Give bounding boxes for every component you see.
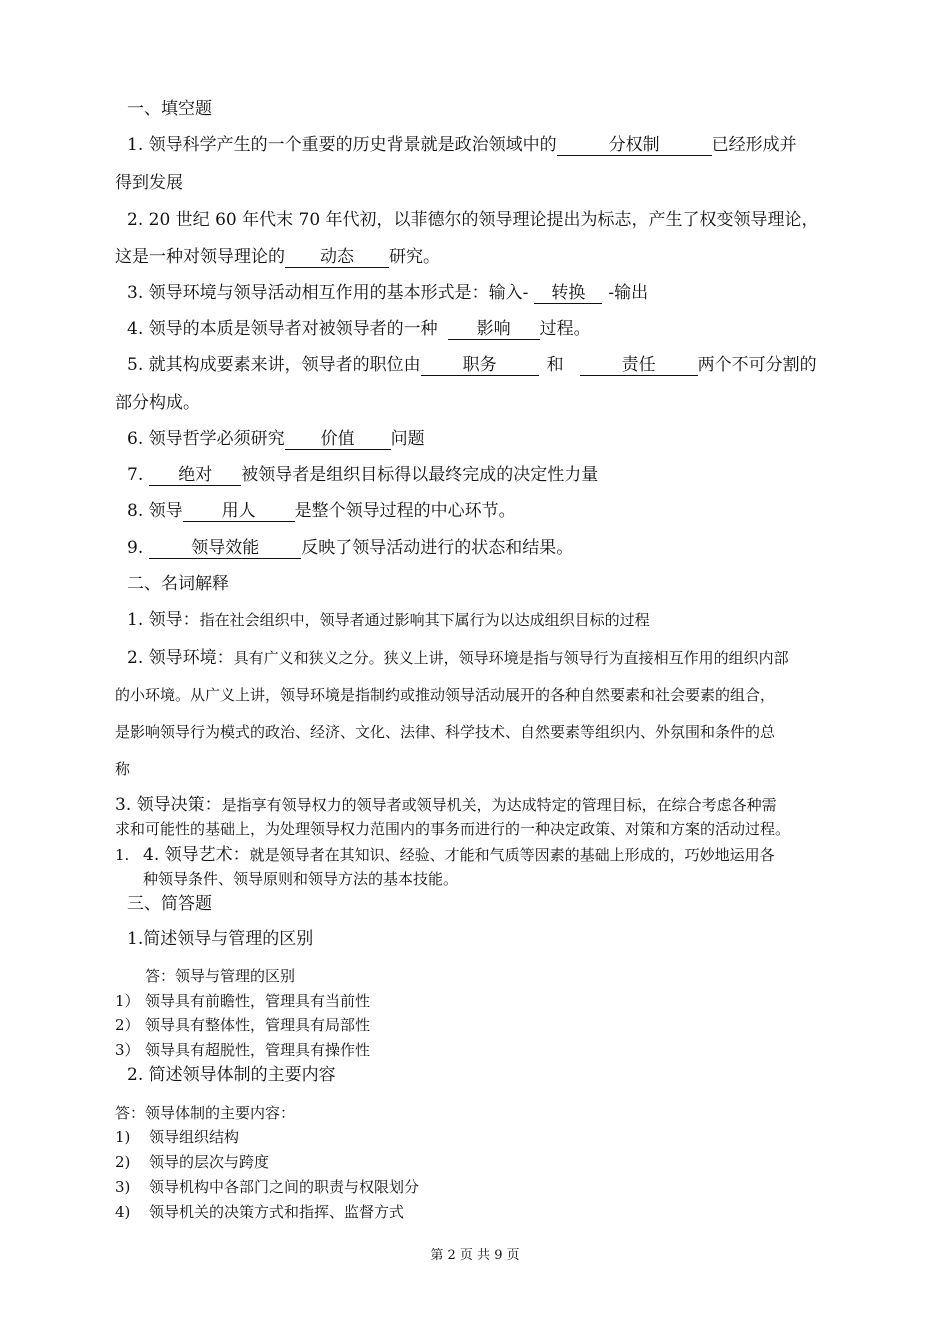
- question-5: 5. 就其构成要素来讲，领导者的职位由 职务 和 责任 两个不可分割的: [127, 355, 817, 375]
- section-heading-term-definition: 二、名词解释: [127, 574, 229, 594]
- list-item: 2) 领导的层次与跨度: [115, 1153, 270, 1171]
- question-2-continuation: 这是一种对领导理论的 动态 研究。: [115, 247, 440, 267]
- answer-blank: 用人: [183, 501, 295, 522]
- answer-blank: 影响: [448, 319, 540, 340]
- term-2-line-3: 是影响领导行为模式的政治、经济、文化、法律、科学技术、自然要素等组织内、外氛围和条件的总: [115, 723, 776, 741]
- question-2: 2. 20 世纪 60 年代末 70 年代初，以菲德尔的领导理论提出为标志，产生了权变领导理论，: [127, 210, 819, 230]
- answer-blank: 价值: [285, 429, 391, 450]
- question-6: 6. 领导哲学必须研究 价值 问题: [127, 429, 425, 449]
- answer-blank: 动态: [285, 247, 389, 268]
- answer-blank: 分权制: [557, 135, 712, 156]
- answer-blank: 绝对: [149, 465, 241, 486]
- short-answer-2-intro: 答：领导体制的主要内容：: [115, 1104, 296, 1122]
- question-9: 9. 领导效能 反映了领导活动进行的状态和结果。: [127, 538, 574, 558]
- short-question-2: 2. 简述领导体制的主要内容: [127, 1065, 336, 1085]
- list-item: 4) 领导机关的决策方式和指挥、监督方式: [115, 1203, 405, 1221]
- list-item: 2） 领导具有整体性，管理具有局部性: [115, 1016, 371, 1034]
- list-item: 3） 领导具有超脱性，管理具有操作性: [115, 1041, 371, 1059]
- section-heading-short-answer: 三、简答题: [127, 894, 212, 914]
- question-4: 4. 领导的本质是领导者对被领导者的一种 影响 过程。: [127, 319, 591, 339]
- section-heading-fill-blank: 一、填空题: [127, 99, 212, 119]
- question-5-continuation: 部分构成。: [115, 393, 200, 413]
- term-4-list-marker: 1.: [115, 846, 130, 864]
- term-4-line-2: 种领导条件、领导原则和领导方法的基本技能。: [143, 870, 459, 888]
- term-3: 3. 领导决策：是指享有领导权力的领导者或领导机关，为达成特定的管理目标，在综合考虑各种需: [115, 795, 777, 815]
- answer-blank-1: 职务: [421, 355, 539, 376]
- question-1-continuation: 得到发展: [115, 173, 183, 193]
- term-3-line-2: 求和可能性的基础上，为处理领导权力范围内的事务而进行的一种决定政策、对策和方案的活动过程。: [115, 820, 791, 838]
- list-item: 1） 领导具有前瞻性，管理具有当前性: [115, 992, 371, 1010]
- term-2-line-2: 的小环境。从广义上讲，领导环境是指制约或推动领导活动展开的各种自然要素和社会要素的组合，: [115, 686, 776, 704]
- list-item: 1) 领导组织结构: [115, 1128, 240, 1146]
- list-item: 3) 领导机构中各部门之间的职责与权限划分: [115, 1178, 420, 1196]
- term-4: 4. 领导艺术：就是领导者在其知识、经验、才能和气质等因素的基础上形成的，巧妙地运用各: [143, 845, 775, 865]
- question-1: 1. 领导科学产生的一个重要的历史背景就是政治领域中的 分权制 已经形成并: [127, 135, 797, 155]
- answer-blank: 转换: [534, 283, 602, 304]
- question-3: 3. 领导环境与领导活动相互作用的基本形式是：输入- 转换 -输出: [127, 283, 649, 303]
- answer-blank-2: 责任: [580, 355, 698, 376]
- term-1: 1. 领导：指在社会组织中，领导者通过影响其下属行为以达成组织目标的过程: [127, 610, 650, 630]
- term-2: 2. 领导环境：具有广义和狭义之分。狭义上讲，领导环境是指与领导行为直接相互作用的组织内部: [127, 648, 789, 668]
- term-2-line-4: 称: [115, 760, 131, 778]
- question-7: 7. 绝对 被领导者是组织目标得以最终完成的决定性力量: [127, 465, 599, 485]
- page-footer: 第 2 页 共 9 页: [430, 1248, 520, 1263]
- short-question-1: 1.简述领导与管理的区别: [127, 929, 314, 949]
- question-8: 8. 领导 用人 是整个领导过程的中心环节。: [127, 501, 516, 521]
- answer-blank: 领导效能: [149, 538, 301, 559]
- short-answer-1-intro: 答：领导与管理的区别: [145, 967, 296, 985]
